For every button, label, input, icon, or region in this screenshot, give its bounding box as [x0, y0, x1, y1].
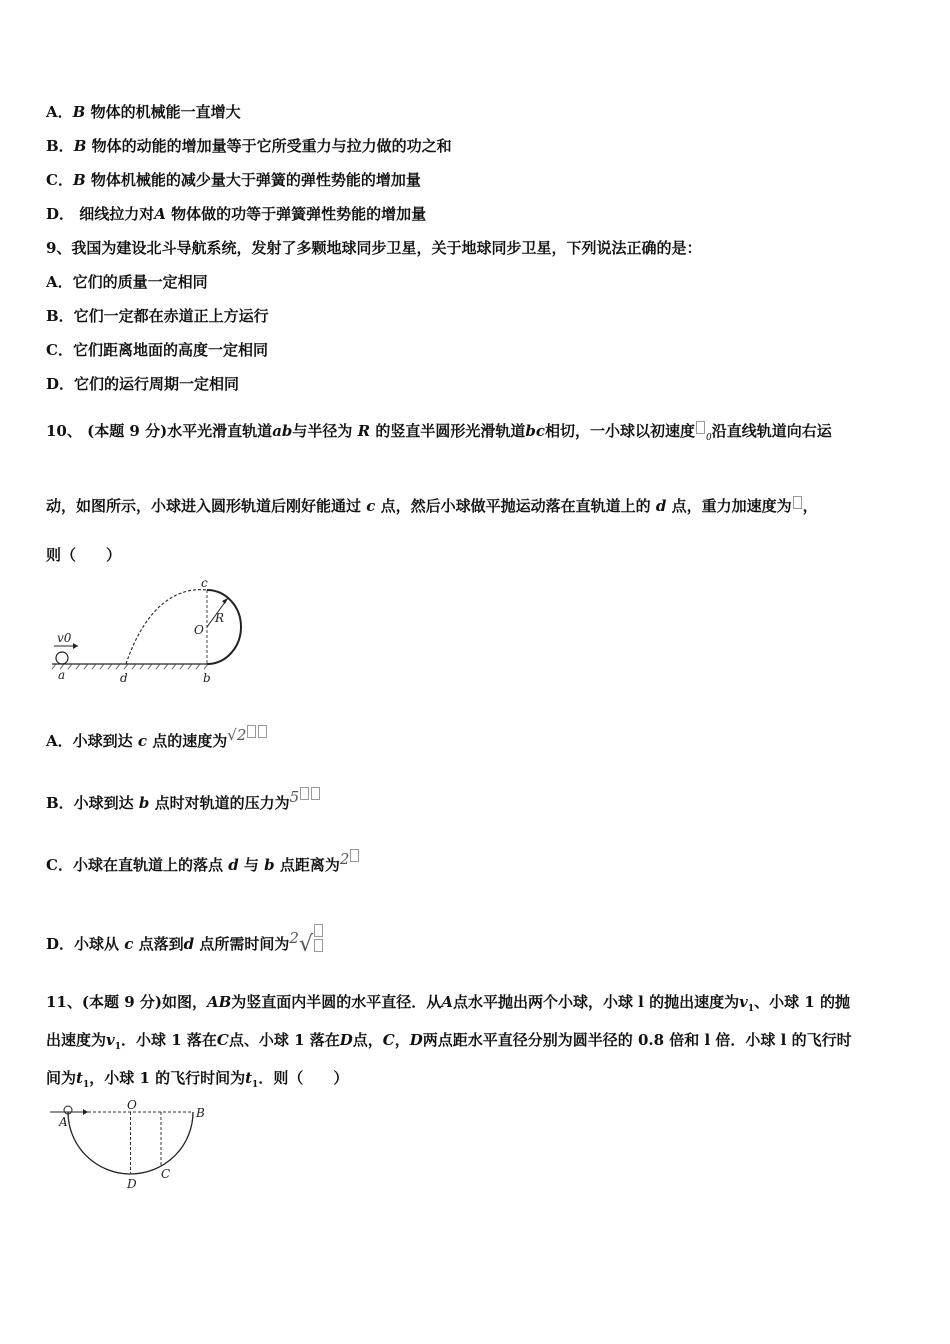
formula-placeholder — [314, 924, 323, 937]
q10-figure-track — [50, 576, 260, 688]
formula-placeholder — [311, 787, 320, 800]
q10-stem-line3: 则（ ） — [46, 546, 122, 564]
formula-placeholder — [258, 725, 267, 738]
formula-placeholder — [696, 421, 705, 434]
q11-stem-line1: 11、(本题 9 分)如图，AB为竖直面内半圆的水平直径．从A点水平抛出两个小球，小球 l 的抛出速度为$v_1$、小球 1 的抛 — [46, 993, 850, 1014]
q9-option-a: A．它们的质量一定相同 — [46, 273, 208, 291]
q9-option-c: C．它们距离地面的高度一定相同 — [46, 341, 268, 359]
q10-stem-line2: 动，如图所示，小球进入圆形轨道后刚好能通过 c 点，然后小球做平抛运动落在直轨道上的 d 点，重力加速度为 ， — [46, 497, 818, 515]
q8-option-c: C．B 物体机械能的减少量大于弹簧的弹性势能的增加量 — [46, 171, 421, 189]
formula-placeholder — [350, 849, 359, 862]
q8-option-d: D． 细线拉力对A 物体做的功等于弹簧弹性势能的增加量 — [46, 205, 427, 223]
label-c: C — [161, 1167, 171, 1181]
formula-placeholder — [793, 496, 802, 509]
label-o: O — [127, 1098, 137, 1112]
q8-option-a: A．B 物体的机械能一直增大 — [46, 103, 241, 121]
q11-stem-line2: 出速度为$v_1$．小球 1 落在C点、小球 1 落在D点，C，D两点距水平直径分别为圆半径的 0.8 倍和 l 倍．小球 l 的飞行时 — [46, 1031, 852, 1052]
label-b: B — [196, 1106, 205, 1120]
formula-placeholder — [247, 725, 256, 738]
label-r: R — [215, 611, 225, 625]
q8-option-b: B．B 物体的动能的增加量等于它所受重力与拉力做的功之和 — [46, 137, 452, 155]
q9-stem: 9、我国为建设北斗导航系统，发射了多颗地球同步卫星，关于地球同步卫星，下列说法正确的是： — [46, 239, 702, 257]
label-b: b — [203, 671, 211, 685]
q11-stem-line3: 间为$t_1$，小球 1 的飞行时间为$t_1$．则（ ） — [46, 1069, 349, 1090]
label-c: c — [201, 576, 208, 590]
label-d: D — [127, 1177, 137, 1191]
q9-option-d: D．它们的运行周期一定相同 — [46, 375, 240, 393]
q10-option-d: D．小球从 c 点落到d 点所需时间为2√ — [46, 924, 324, 955]
label-o: O — [194, 623, 204, 637]
q10-option-b: B．小球到达 b 点时对轨道的压力为5 — [46, 787, 321, 813]
q10-stem-line1: 10、 (本题 9 分)水平光滑直轨道ab与半径为 R 的竖直半圆形光滑轨道bc相切，一小球以初速度 $_0$沿直线轨道向右运 — [46, 422, 832, 443]
formula-placeholder — [300, 787, 309, 800]
q9-option-b: B．它们一定都在赤道正上方运行 — [46, 307, 269, 325]
formula-placeholder — [314, 939, 323, 952]
label-d: d — [120, 671, 128, 685]
q10-option-c: C．小球在直轨道上的落点 d 与 b 点距离为2 — [46, 849, 360, 875]
q10-option-a: A．小球到达 c 点的速度为√2 — [46, 725, 268, 751]
q11-figure-semicircle — [48, 1098, 218, 1194]
label-a: a — [58, 668, 66, 682]
label-v0: v0 — [57, 631, 72, 645]
label-a: A — [59, 1115, 68, 1129]
